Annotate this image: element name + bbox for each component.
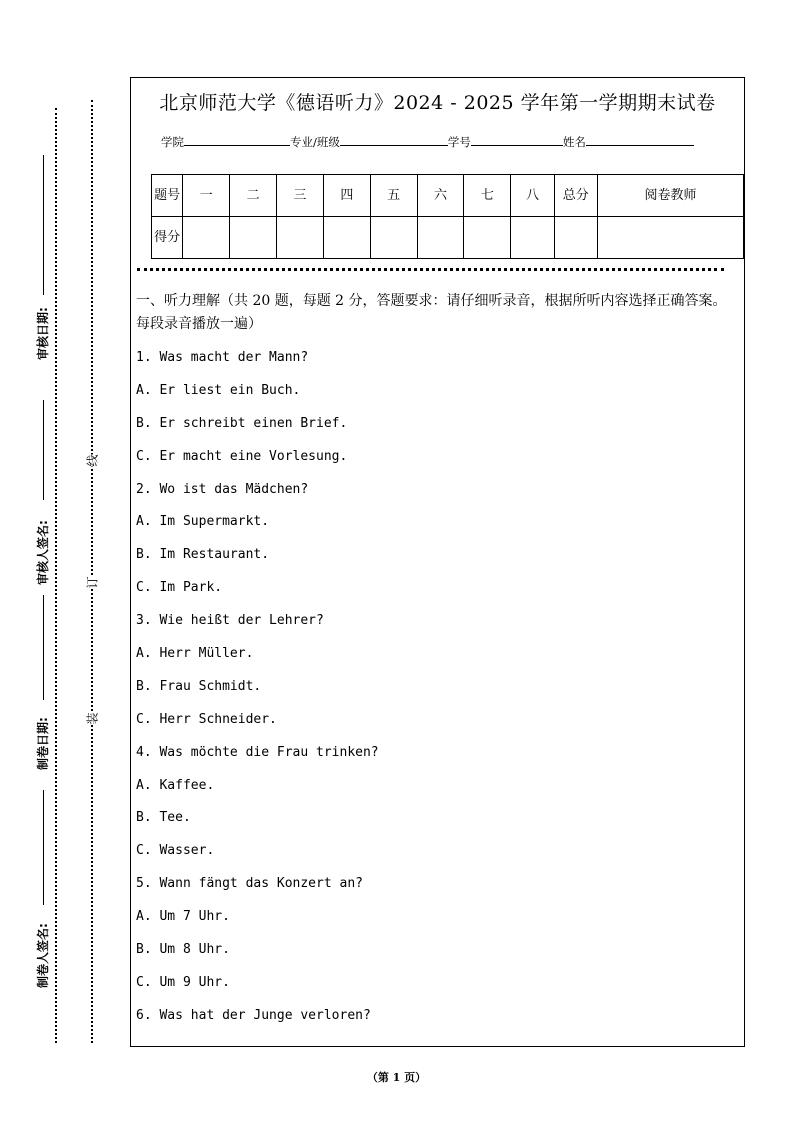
reviewer-signature-line (43, 400, 44, 500)
score-col-7: 七 (464, 175, 511, 217)
major-class-label: 专业/班级 (290, 135, 340, 149)
score-cell[interactable] (511, 217, 554, 259)
seal-char-pack: 装 (82, 712, 103, 724)
score-cell-grader[interactable] (597, 217, 743, 259)
review-date-line (43, 155, 44, 295)
exam-frame (130, 77, 745, 1047)
score-row-label: 得分 (152, 217, 183, 259)
score-col-5: 五 (370, 175, 417, 217)
seal-char-bind: 订 (82, 576, 103, 588)
review-date-label: 审核日期: (36, 307, 50, 360)
score-col-8: 八 (511, 175, 554, 217)
score-cell[interactable] (183, 217, 230, 259)
option-3b: B. Frau Schmidt. (136, 678, 262, 694)
name-label: 姓名 (562, 135, 586, 149)
question-6: 6. Was hat der Junge verloren? (136, 1007, 371, 1023)
college-field[interactable] (184, 133, 290, 146)
compile-date-label: 制卷日期: (36, 717, 50, 770)
question-2: 2. Wo ist das Mädchen? (136, 481, 309, 497)
binding-dotted-line-inner (91, 100, 93, 1043)
college-label: 学院 (161, 135, 184, 149)
score-col-total: 总分 (554, 175, 597, 217)
header-separator (137, 268, 724, 271)
score-table (151, 174, 744, 259)
score-cell[interactable] (277, 217, 324, 259)
option-4b: B. Tee. (136, 810, 191, 826)
score-col-6: 六 (417, 175, 464, 217)
major-class-field[interactable] (340, 133, 448, 146)
score-cell[interactable] (370, 217, 417, 259)
question-5: 5. Wann fängt das Konzert an? (136, 876, 363, 892)
option-1b: B. Er schreibt einen Brief. (136, 415, 348, 431)
score-col-3: 三 (277, 175, 324, 217)
score-col-2: 二 (230, 175, 277, 217)
seal-char-line: 线 (82, 454, 103, 466)
option-5a: A. Um 7 Uhr. (136, 909, 230, 925)
option-1c: C. Er macht eine Vorlesung. (136, 448, 348, 464)
score-col-4: 四 (323, 175, 370, 217)
score-col-1: 一 (183, 175, 230, 217)
score-cell[interactable] (230, 217, 277, 259)
option-1a: A. Er liest ein Buch. (136, 382, 301, 398)
student-info-row (161, 133, 694, 150)
option-4c: C. Wasser. (136, 843, 215, 859)
score-table-header-label: 题号 (152, 175, 183, 217)
score-cell-total[interactable] (554, 217, 597, 259)
name-field[interactable] (586, 133, 694, 146)
section-heading: 一、听力理解（共 20 题，每题 2 分，答题要求：请仔细听录音，根据所听内容选择正确答案。每段录音播放一遍） (136, 293, 727, 332)
compile-date-line (43, 595, 44, 700)
reviewer-signature-label: 审核人签名: (36, 520, 50, 585)
score-cell[interactable] (464, 217, 511, 259)
option-2a: A. Im Supermarkt. (136, 514, 270, 530)
compiler-signature-line (43, 790, 44, 905)
student-id-field[interactable] (471, 133, 563, 146)
option-3a: A. Herr Müller. (136, 646, 254, 662)
option-5c: C. Um 9 Uhr. (136, 974, 230, 990)
score-cell[interactable] (417, 217, 464, 259)
page-number: （第 1 页） (366, 1071, 427, 1084)
option-5b: B. Um 8 Uhr. (136, 942, 230, 958)
binding-dotted-line-outer (55, 108, 57, 1043)
option-4a: A. Kaffee. (136, 777, 215, 793)
question-1: 1. Was macht der Mann? (136, 350, 309, 365)
question-3: 3. Wie heißt der Lehrer? (136, 613, 324, 629)
score-col-grader: 阅卷教师 (597, 175, 743, 217)
option-2b: B. Im Restaurant. (136, 547, 270, 563)
option-3c: C. Herr Schneider. (136, 711, 277, 727)
exam-content (136, 290, 736, 1033)
compiler-signature-label: 制卷人签名: (36, 923, 50, 988)
question-4: 4. Was möchte die Frau trinken? (136, 744, 379, 760)
score-cell[interactable] (323, 217, 370, 259)
option-2c: C. Im Park. (136, 580, 223, 596)
student-id-label: 学号 (447, 135, 471, 149)
exam-title: 北京师范大学《德语听力》2024 - 2025 学年第一学期期末试卷 (159, 92, 716, 114)
